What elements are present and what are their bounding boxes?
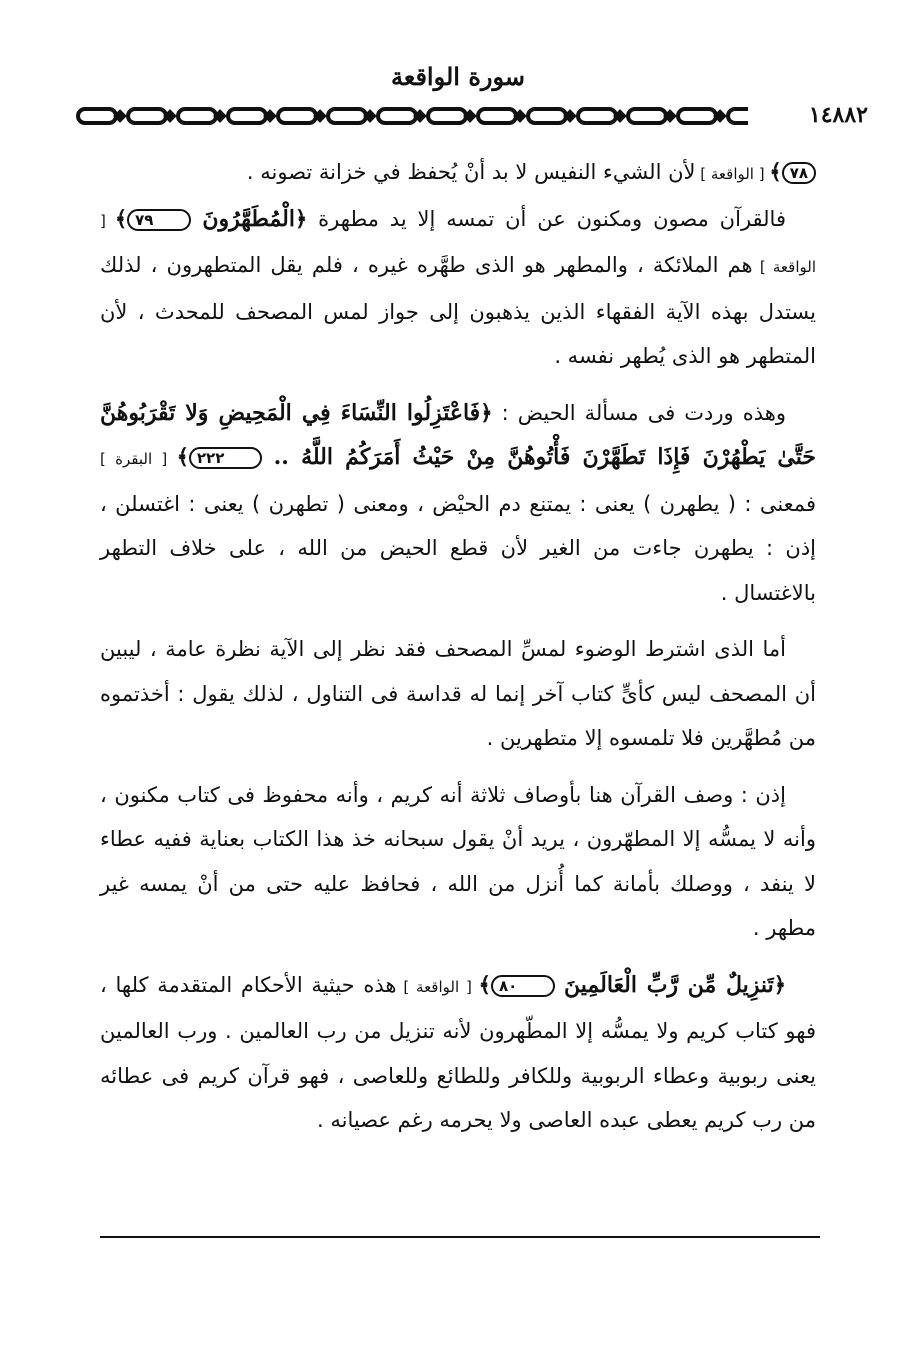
spacer [100, 951, 816, 963]
body-text: إذن : وصف القرآن هنا بأوصاف ثلاثة أنه كريم ، وأنه محفوظ فى كتاب مكنون ، وأنه لا يمسُّه إلا المطهّرون ، يريد أنْ يقول سبحانه خذ هذا الكتاب بعناية ففيه عطاء لا ينفد ، ووصلك بأمانة كما أُنزل من الله ، فحافظ عليه حتى من أنْ يمسه غير مطهر . [100, 782, 816, 940]
verse-number-badge: ٧٩ [127, 209, 191, 231]
paragraph-5 [100, 773, 816, 951]
body-text: هذه حيثية الأحكام المتقدمة كلها ، فهو كتاب كريم ولا يمسُّه إلا المطّهرون لأنه تنزيل من رب العالمين . ورب العالمين يعنى ربوبية وعطاء الربوبية وللكافر وللطائع وللعاصى ، فهو قرآن كريم فى عطائه من رب كريم يعطى عبده العاصى ولا يحرمه رغم عصيانه . [100, 972, 816, 1132]
verse-number-badge: ٢٢٢ [189, 447, 262, 469]
body-text [262, 445, 273, 469]
surah-reference: [ البقرة ] [100, 450, 177, 468]
quran-bracket: ﴾ [769, 159, 782, 184]
paragraph-3 [100, 391, 816, 616]
page-body [100, 150, 816, 1143]
footer-rule [100, 1236, 820, 1238]
paragraph-2 [100, 197, 816, 379]
verse-number-badge: ٧٨ [782, 162, 816, 184]
body-text: فالقرآن مصون ومكنون عن أن تمسه إلا يد مطهرة [307, 206, 786, 231]
body-text: وهذه وردت فى مسألة الحيض : [492, 400, 786, 425]
ornamental-border [72, 104, 844, 128]
surah-reference: [ الواقعة ] [100, 211, 816, 276]
paragraph-1 [100, 150, 816, 197]
spacer [100, 761, 816, 773]
quran-quote: الْمُطَهَّرُونَ [202, 205, 295, 232]
spacer [100, 615, 816, 627]
quran-quote: فَاعْتَزِلُوا النِّسَاءَ فِي الْمَحِيضِ وَلا تَقْرَبُوهُنَّ حَتَّىٰ يَطْهُرْنَ فَإِذَا تَطَهَّرْنَ فَأْتُوهُنَّ مِنْ حَيْثُ أَمَرَكُمُ اللَّهُ .. [100, 399, 817, 470]
body-text: لأن الشيء النفيس لا بد أنْ يُحفظ في خزانة تصونه . [246, 160, 696, 184]
quran-bracket: ﴿ [773, 971, 787, 997]
surah-reference: [ الواقعة ] [695, 165, 770, 183]
body-text: هم الملائكة ، والمطهر هو الذى طهَّره غيره ، فلم يقل المتطهرون ، لذلك يستدل بهذه الآية الفقهاء الذين يذهبون إلى جواز لمس المصحف للمحدث ، لأن المتطهر هو الذى يُطهر نفسه . [100, 253, 816, 368]
spacer [100, 379, 816, 391]
surah-reference: [ الواقعة ] [396, 977, 479, 996]
quran-bracket: ﴾ [114, 205, 128, 231]
body-text [191, 207, 202, 231]
body-text [555, 973, 564, 997]
body-text: فمعنى : ( يطهرن ) يعنى : يمتنع دم الحيْض ، ومعنى ( تطهرن ) يعنى : اغتسلن ، إذن : يطهرن جاءت من الغير لأن قطع الحيض من الله ، على خلاف التطهر بالاغتسال . [100, 491, 816, 605]
quran-bracket: ﴿ [480, 399, 493, 425]
page-number: ١٤٨٨٢ [748, 100, 876, 130]
verse-number-badge: ٨٠ [491, 975, 555, 997]
paragraph-6 [100, 963, 816, 1143]
quran-quote: تَنزِيلٌ مِّن رَّبِّ الْعَالَمِينَ [564, 971, 774, 998]
quran-bracket: ﴾ [176, 444, 189, 469]
chain-ornament-icon [72, 104, 844, 128]
body-text: أما الذى اشترط الوضوء لمسِّ المصحف فقد نظر إلى الآية نظرة عامة ، ليبين أن المصحف ليس كأىٍّ كتاب آخر إنما له قداسة فى التناول ، لذلك يقول : أخذتموه من مُطهَّرين فلا تلمسوه إلا متطهرين . [100, 637, 816, 750]
paragraph-4 [100, 627, 816, 761]
quran-bracket: ﴾ [478, 971, 491, 997]
quran-bracket: ﴿ [294, 205, 308, 231]
surah-title: سورة الواقعة [391, 62, 525, 91]
